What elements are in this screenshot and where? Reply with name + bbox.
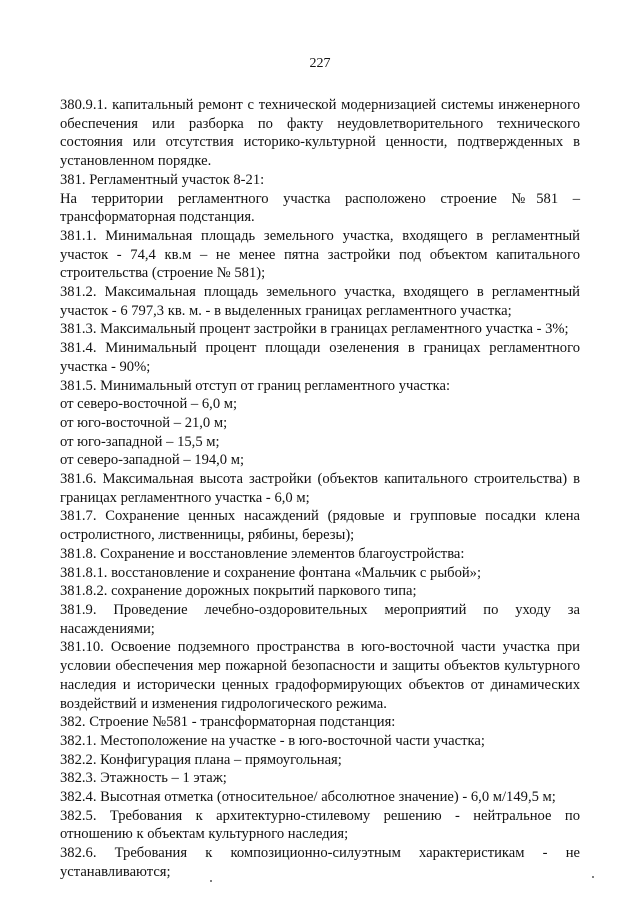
paragraph-382-3: 382.3. Этажность – 1 этаж; xyxy=(60,770,227,787)
paragraph-381-6: 381.6. Максимальная высота застройки (объектов капитального строительства) в границах регламентного участка - 6,0 м; xyxy=(60,471,580,506)
scan-speck xyxy=(592,876,594,878)
page-number: 227 xyxy=(309,56,331,71)
paragraph-381-8-2: 381.8.2. сохранение дорожных покрытий паркового типа; xyxy=(60,583,417,600)
paragraph-381-7: 381.7. Сохранение ценных насаждений (рядовые и групповые посадки клена остролистного, лиственницы, рябины, березы); xyxy=(60,508,580,544)
paragraph-382-1: 382.1. Местоположение на участке - в юго-восточной части участка; xyxy=(60,732,485,749)
paragraph-380-9-1: 380.9.1. капитальный ремонт с технической модернизацией системы инженерного обеспечения или разборка по факту неудовлетворительного технического состояния или отсутствия историко-культурной ценности, подтвержденных в установленном порядке. xyxy=(60,97,580,170)
paragraph-building-581: На территории регламентного участка расположено строение №581 – трансформаторная подстанция. xyxy=(60,190,580,226)
paragraph-381-heading: 381. Регламентный участок 8-21: xyxy=(60,171,265,188)
paragraph-381-10: 381.10. Освоение подземного пространства в юго-восточной части участка при условии обеспечения мер пожарной безопасности и защиты объектов культурного наследия и исторически ценных градоформирующих объектов от динамических воздействий и изменения гидрологического режима. xyxy=(60,639,580,712)
paragraph-381-3: 381.3. Максимальный процент застройки в границах регламентного участка - 3%; xyxy=(60,321,569,338)
setback-northwest: от северо-западной – 194,0 м; xyxy=(60,452,245,469)
setback-northeast: от северо-восточной – 6,0 м; xyxy=(60,396,238,413)
setback-southwest: от юго-западной – 15,5 м; xyxy=(60,433,220,450)
setback-southeast: от юго-восточной – 21,0 м; xyxy=(60,414,228,431)
paragraph-382-4: 382.4. Высотная отметка (относительное/ абсолютное значение) - 6,0 м/149,5 м; xyxy=(60,789,556,806)
document-body xyxy=(60,96,580,882)
paragraph-381-8: 381.8. Сохранение и восстановление элементов благоустройства: xyxy=(60,545,465,562)
paragraph-381-8-1: 381.8.1. восстановление и сохранение фонтана «Мальчик с рыбой»; xyxy=(60,564,482,581)
paragraph-382-2: 382.2. Конфигурация плана – прямоугольная; xyxy=(60,751,342,768)
paragraph-381-5: 381.5. Минимальный отступ от границ регламентного участка: xyxy=(60,377,451,394)
paragraph-381-2: 381.2. Максимальная площадь земельного участка, входящего в регламентный участок - 6 797,3 кв. м. - в выделенных границах регламентного участка; xyxy=(60,284,580,319)
scan-speck xyxy=(210,880,212,882)
paragraph-381-9: 381.9. Проведение лечебно-оздоровительных мероприятий по уходу за насаждениями; xyxy=(60,601,580,637)
paragraph-382-heading: 382. Строение №581 - трансформаторная подстанция: xyxy=(60,714,396,731)
paragraph-382-5: 382.5. Требования к архитектурно-стилевому решению - нейтральное по отношению к объектам культурного наследия; xyxy=(60,807,580,843)
paragraph-381-1: 381.1. Минимальная площадь земельного участка, входящего в регламентный участок - 74,4 кв.м – не менее пятна застройки под объектом капитального строительства (строение № 581); xyxy=(60,227,580,282)
paragraph-382-6: 382.6. Требования к композиционно-силуэтным характеристикам - не устанавливаются; xyxy=(60,845,580,880)
paragraph-381-4: 381.4. Минимальный процент площади озеленения в границах регламентного участка - 90%; xyxy=(60,340,580,375)
